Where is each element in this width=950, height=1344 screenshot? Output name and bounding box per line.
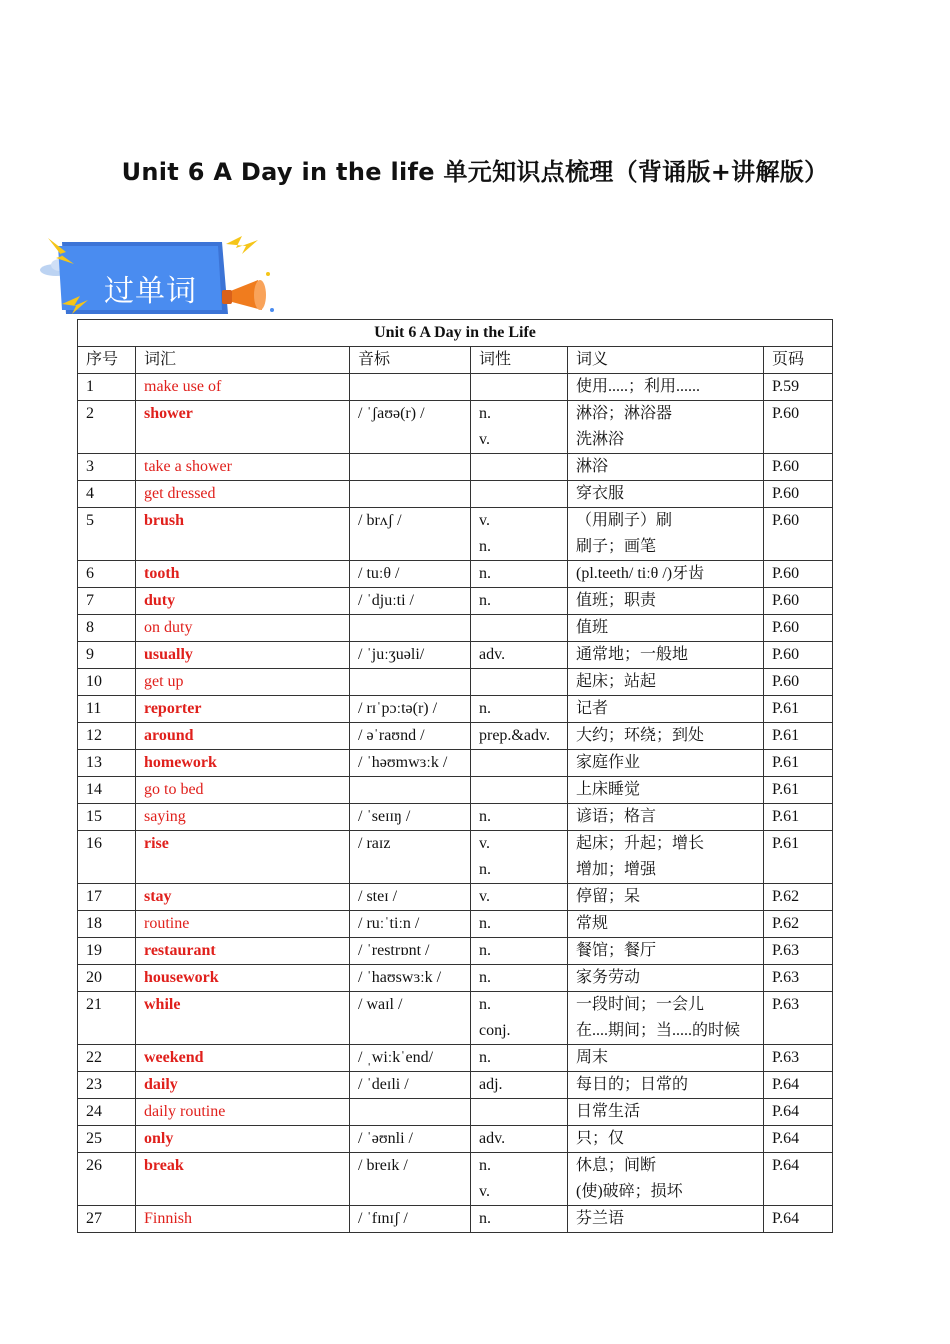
part-of-speech (471, 992, 568, 1045)
vocab-word: routine (136, 911, 350, 938)
meaning-line: 休息；间断 (576, 1157, 657, 1174)
table-row (78, 696, 833, 723)
row-number: 3 (78, 454, 136, 481)
part-of-speech (471, 938, 568, 965)
meaning-line: 增加；增强 (576, 861, 657, 878)
table-header-row (78, 347, 833, 374)
page-number: P.61 (764, 831, 833, 884)
meaning-line: 日常生活 (576, 1103, 641, 1120)
part-of-speech-line: n. (479, 996, 491, 1013)
meaning-line: (使)破碎；损坏 (576, 1183, 683, 1200)
row-number: 17 (78, 884, 136, 911)
vocab-word: brush (136, 508, 350, 561)
meaning (568, 911, 764, 938)
part-of-speech-line: n. (479, 942, 491, 959)
meaning (568, 642, 764, 669)
vocab-word: tooth (136, 561, 350, 588)
phonetic: / ˈʃaʊə(r) / (350, 401, 471, 454)
phonetic (350, 454, 471, 481)
part-of-speech-line (479, 374, 559, 400)
part-of-speech-line (479, 750, 559, 776)
vocab-word: stay (136, 884, 350, 911)
vocab-word: reporter (136, 696, 350, 723)
part-of-speech-line: v. (479, 1183, 490, 1200)
phonetic: / ˈjuːʒuəli/ (350, 642, 471, 669)
phonetic: / ˈrestrɒnt / (350, 938, 471, 965)
meaning-line: 刷子；画笔 (576, 538, 657, 555)
meaning-line: 芬兰语 (576, 1210, 625, 1227)
part-of-speech-line (479, 669, 559, 695)
page-number: P.64 (764, 1206, 833, 1233)
part-of-speech (471, 508, 568, 561)
page-number: P.61 (764, 723, 833, 750)
row-number: 19 (78, 938, 136, 965)
table-body (78, 374, 833, 1233)
part-of-speech (471, 1072, 568, 1099)
row-number: 9 (78, 642, 136, 669)
meaning-line: 家务劳动 (576, 969, 641, 986)
table-row (78, 642, 833, 669)
meaning (568, 938, 764, 965)
table-row (78, 1099, 833, 1126)
page-number: P.60 (764, 669, 833, 696)
part-of-speech-line: n. (479, 915, 491, 932)
meaning (568, 750, 764, 777)
page-number: P.64 (764, 1072, 833, 1099)
table-row (78, 992, 833, 1045)
header-word: 词汇 (136, 347, 350, 374)
phonetic: / ˌwiːkˈend/ (350, 1045, 471, 1072)
part-of-speech (471, 750, 568, 777)
meaning-line: 只；仅 (576, 1130, 625, 1147)
page-number: P.60 (764, 561, 833, 588)
page-number: P.60 (764, 588, 833, 615)
vocab-word: shower (136, 401, 350, 454)
vocab-word: take a shower (136, 454, 350, 481)
page-number: P.64 (764, 1153, 833, 1206)
meaning (568, 454, 764, 481)
page-number: P.59 (764, 374, 833, 401)
row-number: 21 (78, 992, 136, 1045)
meaning-line: 穿衣服 (576, 485, 625, 502)
meaning (568, 696, 764, 723)
phonetic: / brʌʃ / (350, 508, 471, 561)
phonetic (350, 374, 471, 401)
row-number: 13 (78, 750, 136, 777)
part-of-speech-line: n. (479, 1210, 491, 1227)
table-row (78, 965, 833, 992)
phonetic: / ˈhəʊmwɜːk / (350, 750, 471, 777)
part-of-speech-line (479, 481, 559, 507)
vocab-word: homework (136, 750, 350, 777)
meaning (568, 1126, 764, 1153)
row-number: 10 (78, 669, 136, 696)
phonetic: / ˈfɪnɪʃ / (350, 1206, 471, 1233)
vocab-word: rise (136, 831, 350, 884)
part-of-speech-line: n. (479, 700, 491, 717)
meaning-line: 淋浴；淋浴器 (576, 405, 673, 422)
page-number: P.62 (764, 884, 833, 911)
part-of-speech (471, 831, 568, 884)
row-number: 27 (78, 1206, 136, 1233)
table-row (78, 750, 833, 777)
part-of-speech-line: n. (479, 565, 491, 582)
meaning-line: （用刷子）刷 (576, 512, 673, 529)
vocab-word: restaurant (136, 938, 350, 965)
page-number: P.62 (764, 911, 833, 938)
part-of-speech-line: v. (479, 431, 490, 448)
phonetic: / ˈdeɪli / (350, 1072, 471, 1099)
table-row (78, 831, 833, 884)
row-number: 7 (78, 588, 136, 615)
header-part-of-speech: 词性 (471, 347, 568, 374)
table-row (78, 1045, 833, 1072)
part-of-speech (471, 1045, 568, 1072)
table-row (78, 884, 833, 911)
row-number: 22 (78, 1045, 136, 1072)
meaning-line: 每日的；日常的 (576, 1076, 689, 1093)
table-caption: Unit 6 A Day in the Life (78, 320, 833, 347)
table-row (78, 561, 833, 588)
phonetic: / breɪk / (350, 1153, 471, 1206)
page-number: P.60 (764, 401, 833, 454)
meaning (568, 992, 764, 1045)
vocab-word: weekend (136, 1045, 350, 1072)
table-row (78, 454, 833, 481)
meaning (568, 1045, 764, 1072)
meaning-line: 通常地；一般地 (576, 646, 689, 663)
part-of-speech (471, 642, 568, 669)
header-page: 页码 (764, 347, 833, 374)
meaning-line: 洗淋浴 (576, 431, 625, 448)
part-of-speech-line (479, 1099, 559, 1125)
part-of-speech-line: v. (479, 888, 490, 905)
part-of-speech (471, 481, 568, 508)
meaning (568, 1099, 764, 1126)
page-number: P.60 (764, 642, 833, 669)
meaning-line: 使用.....；利用...... (576, 378, 701, 395)
row-number: 26 (78, 1153, 136, 1206)
page-number: P.63 (764, 992, 833, 1045)
page-number: P.60 (764, 508, 833, 561)
page-number: P.60 (764, 481, 833, 508)
meaning (568, 965, 764, 992)
part-of-speech (471, 669, 568, 696)
table-row (78, 669, 833, 696)
part-of-speech (471, 1153, 568, 1206)
vocab-word: duty (136, 588, 350, 615)
part-of-speech-line: conj. (479, 1022, 511, 1039)
meaning-line: 一段时间；一会儿 (576, 996, 705, 1013)
part-of-speech-line: n. (479, 861, 491, 878)
vocab-word: daily (136, 1072, 350, 1099)
meaning (568, 1072, 764, 1099)
part-of-speech (471, 1099, 568, 1126)
meaning (568, 1153, 764, 1206)
vocab-word: daily routine (136, 1099, 350, 1126)
page-number: P.63 (764, 965, 833, 992)
meaning-line: 常规 (576, 915, 609, 932)
page-number: P.61 (764, 777, 833, 804)
table-row (78, 615, 833, 642)
phonetic: / ˈdjuːti / (350, 588, 471, 615)
page-number: P.64 (764, 1126, 833, 1153)
meaning-line: 上床睡觉 (576, 781, 641, 798)
part-of-speech (471, 374, 568, 401)
row-number: 23 (78, 1072, 136, 1099)
row-number: 15 (78, 804, 136, 831)
document-title: Unit 6 A Day in the life 单元知识点梳理（背诵版+讲解版） (121, 158, 829, 186)
part-of-speech-line: adv. (479, 646, 506, 663)
part-of-speech (471, 1206, 568, 1233)
vocab-word: make use of (136, 374, 350, 401)
part-of-speech-line (479, 454, 559, 480)
part-of-speech (471, 696, 568, 723)
table-row (78, 1072, 833, 1099)
meaning (568, 615, 764, 642)
part-of-speech (471, 723, 568, 750)
meaning (568, 669, 764, 696)
vocabulary-table (77, 319, 833, 1233)
table-row (78, 1126, 833, 1153)
part-of-speech-line (479, 615, 559, 641)
vocab-word: get up (136, 669, 350, 696)
page-number: P.63 (764, 938, 833, 965)
table-row (78, 481, 833, 508)
row-number: 8 (78, 615, 136, 642)
phonetic: / tuːθ / (350, 561, 471, 588)
page-number: P.61 (764, 750, 833, 777)
vocab-word: only (136, 1126, 350, 1153)
table-row (78, 804, 833, 831)
row-number: 18 (78, 911, 136, 938)
meaning (568, 831, 764, 884)
meaning-line: 谚语；格言 (576, 808, 657, 825)
header-phonetic: 音标 (350, 347, 471, 374)
phonetic: / ˈhaʊswɜːk / (350, 965, 471, 992)
meaning-line: 大约；环绕；到处 (576, 727, 705, 744)
table-row (78, 401, 833, 454)
vocab-word: break (136, 1153, 350, 1206)
vocab-word: go to bed (136, 777, 350, 804)
part-of-speech (471, 588, 568, 615)
row-number: 1 (78, 374, 136, 401)
part-of-speech-line: n. (479, 538, 491, 555)
meaning (568, 804, 764, 831)
part-of-speech (471, 911, 568, 938)
part-of-speech-line: n. (479, 1157, 491, 1174)
row-number: 14 (78, 777, 136, 804)
part-of-speech-line: n. (479, 405, 491, 422)
vocab-word: while (136, 992, 350, 1045)
phonetic (350, 481, 471, 508)
part-of-speech (471, 965, 568, 992)
table-row (78, 911, 833, 938)
part-of-speech-line: v. (479, 835, 490, 852)
row-number: 2 (78, 401, 136, 454)
meaning (568, 777, 764, 804)
phonetic: / waɪl / (350, 992, 471, 1045)
row-number: 11 (78, 696, 136, 723)
phonetic (350, 669, 471, 696)
table-row (78, 588, 833, 615)
part-of-speech (471, 1126, 568, 1153)
section-title: 过单词 (104, 274, 197, 309)
part-of-speech (471, 454, 568, 481)
table-row (78, 777, 833, 804)
part-of-speech-line: n. (479, 969, 491, 986)
table-row (78, 508, 833, 561)
part-of-speech (471, 561, 568, 588)
vocab-word: housework (136, 965, 350, 992)
meaning-line: 起床；站起 (576, 673, 657, 690)
row-number: 24 (78, 1099, 136, 1126)
meaning (568, 481, 764, 508)
meaning-line: 淋浴 (576, 458, 609, 475)
table-row (78, 374, 833, 401)
vocab-word: usually (136, 642, 350, 669)
meaning (568, 561, 764, 588)
meaning-line: (pl.teeth/ tiːθ /)牙齿 (576, 565, 705, 582)
meaning-line: 周末 (576, 1049, 609, 1066)
vocab-word: Finnish (136, 1206, 350, 1233)
table-row (78, 1153, 833, 1206)
phonetic (350, 615, 471, 642)
page-number: P.63 (764, 1045, 833, 1072)
meaning (568, 508, 764, 561)
header-number: 序号 (78, 347, 136, 374)
meaning-line: 停留；呆 (576, 888, 641, 905)
meaning (568, 401, 764, 454)
meaning-line: 起床；升起；增长 (576, 835, 705, 852)
meaning-line: 值班 (576, 619, 609, 636)
phonetic (350, 777, 471, 804)
vocab-word: around (136, 723, 350, 750)
vocab-word: get dressed (136, 481, 350, 508)
meaning-line: 在....期间；当.....的时候 (576, 1022, 741, 1039)
row-number: 4 (78, 481, 136, 508)
part-of-speech-line: v. (479, 512, 490, 529)
meaning-line: 值班；职责 (576, 592, 657, 609)
header-meaning: 词义 (568, 347, 764, 374)
phonetic: / ˈəʊnli / (350, 1126, 471, 1153)
part-of-speech-line: n. (479, 808, 491, 825)
meaning (568, 1206, 764, 1233)
vocab-word: saying (136, 804, 350, 831)
row-number: 5 (78, 508, 136, 561)
phonetic: / steɪ / (350, 884, 471, 911)
row-number: 16 (78, 831, 136, 884)
meaning-line: 餐馆；餐厅 (576, 942, 657, 959)
phonetic: / rɪˈpɔːtə(r) / (350, 696, 471, 723)
row-number: 12 (78, 723, 136, 750)
page-number: P.61 (764, 696, 833, 723)
page-number: P.60 (764, 454, 833, 481)
meaning (568, 588, 764, 615)
part-of-speech (471, 401, 568, 454)
row-number: 25 (78, 1126, 136, 1153)
part-of-speech (471, 804, 568, 831)
meaning-line: 家庭作业 (576, 754, 641, 771)
table-row (78, 1206, 833, 1233)
phonetic: / raɪz (350, 831, 471, 884)
page-number: P.60 (764, 615, 833, 642)
part-of-speech-line: adv. (479, 1130, 506, 1147)
page-number: P.61 (764, 804, 833, 831)
vocab-word: on duty (136, 615, 350, 642)
phonetic (350, 1099, 471, 1126)
part-of-speech (471, 777, 568, 804)
phonetic: / əˈraʊnd / (350, 723, 471, 750)
part-of-speech (471, 615, 568, 642)
meaning (568, 374, 764, 401)
table-row (78, 723, 833, 750)
row-number: 20 (78, 965, 136, 992)
table-caption-row (78, 320, 833, 347)
meaning-line: 记者 (576, 700, 609, 717)
part-of-speech-line: prep.&adv. (479, 727, 550, 744)
page-number: P.64 (764, 1099, 833, 1126)
meaning (568, 884, 764, 911)
phonetic: / ruːˈtiːn / (350, 911, 471, 938)
part-of-speech-line: n. (479, 1049, 491, 1066)
part-of-speech (471, 884, 568, 911)
table-row (78, 938, 833, 965)
meaning (568, 723, 764, 750)
part-of-speech-line: n. (479, 592, 491, 609)
part-of-speech-line (479, 777, 559, 803)
phonetic: / ˈseɪɪŋ / (350, 804, 471, 831)
part-of-speech-line: adj. (479, 1076, 503, 1093)
row-number: 6 (78, 561, 136, 588)
